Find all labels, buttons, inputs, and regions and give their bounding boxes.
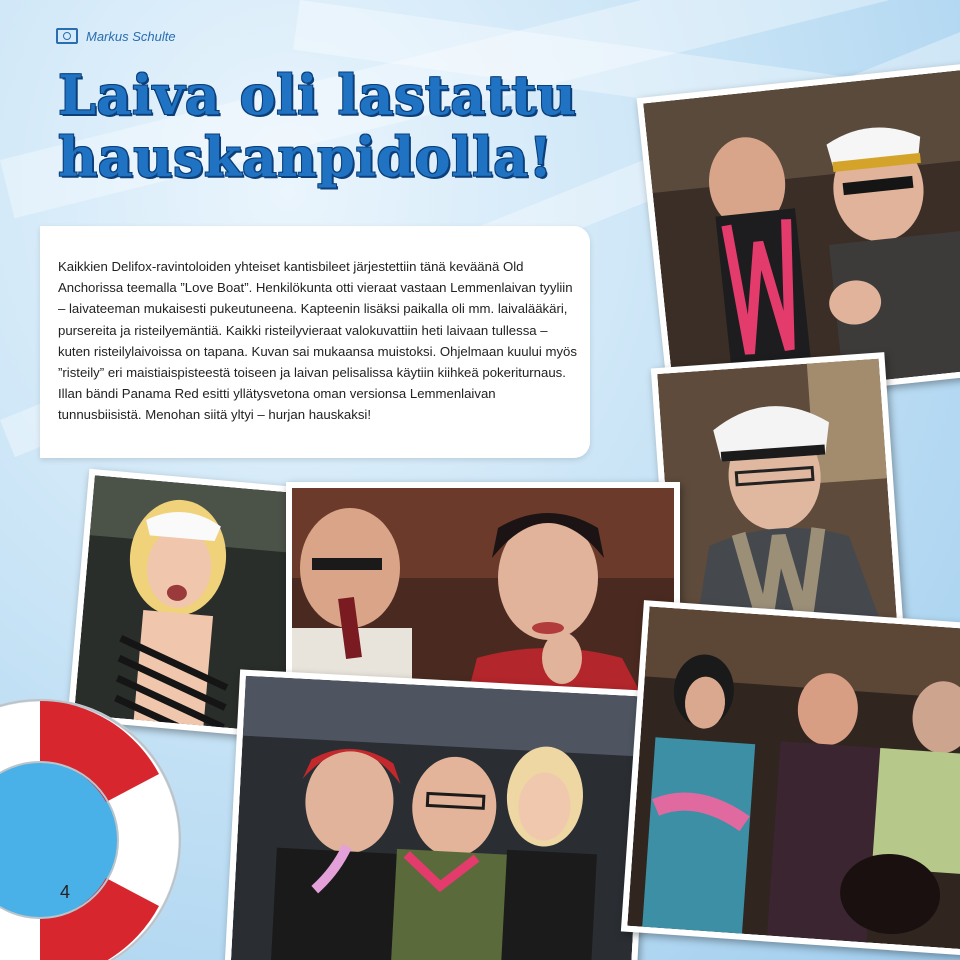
title-line-2: hauskanpidolla! — [58, 125, 553, 189]
photo-dancing-crowd — [621, 600, 960, 956]
page-title — [58, 64, 576, 188]
photo-captain-scarf — [651, 352, 903, 640]
photo-group-three — [224, 669, 651, 960]
lifebuoy-illustration — [0, 690, 190, 960]
photo-credit — [56, 28, 176, 44]
photo-captains — [637, 64, 960, 409]
photographer-name: Markus Schulte — [86, 28, 176, 44]
page-number: 4 — [60, 882, 71, 902]
camera-icon — [56, 28, 78, 44]
intro-text: Kaikkien Delifox-ravintoloiden yhteiset kantisbileet järjestettiin tänä keväänä Old Anchorissa teemalla ”Love Boat”. Henkilökunta otti vieraat vastaan Lemmenlaivan tyyliin – laivateeman mukaisesti pukeutuneena. Kapteenin lisäksi paikalla oli mm. laivalääkäri, pursereita ja risteilyemäntiä. Kaikki risteilyvieraat valokuvattiin heti laivaan tullessa – kuten risteilylaivoissa on tapana. Kuvan sai mukaansa muistoksi. Ohjelmaan kuului myös ”risteily” eri maistiaispisteestä toiseen ja laivan pelisalissa käytiin kiihkeä pokeriturnaus. Illan bändi Panama Red esitti yllätysvetona oman versionsa Lemmenlaivan tunnusbiisistä. Menohan siitä yltyi – hurjan hauskaksi! — [58, 259, 577, 423]
title-line-1: Laiva oli lastattu — [58, 63, 577, 127]
intro-box — [40, 226, 590, 458]
